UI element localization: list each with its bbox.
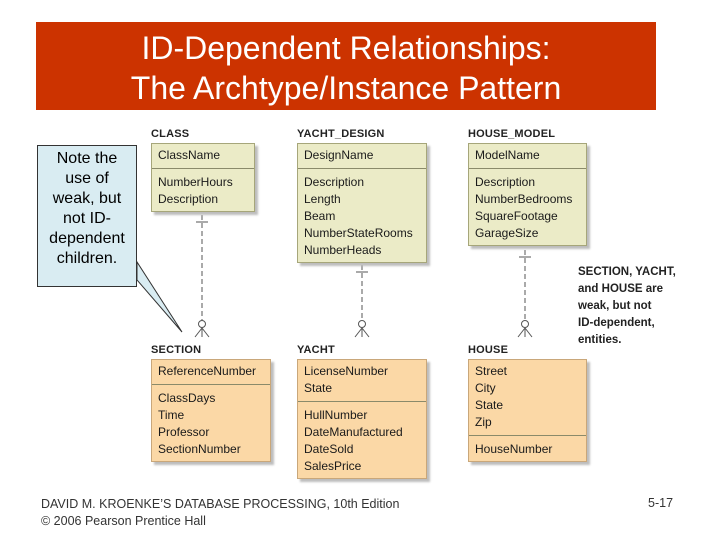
attribute: Description (475, 175, 536, 189)
class-section-relationship (195, 215, 209, 337)
entity-name-class: CLASS (151, 128, 190, 140)
entity-key-section (298, 144, 426, 169)
attribute: ClassDays (158, 391, 216, 405)
attribute: DateSold (304, 442, 354, 456)
note-line: SECTION, YACHT, (578, 266, 676, 278)
attribute: HouseNumber (475, 442, 553, 456)
key-attribute: DesignName (304, 148, 374, 162)
key-attribute: Street (475, 364, 508, 378)
attribute: HullNumber (304, 408, 368, 422)
entity-section (151, 359, 271, 462)
attribute: NumberStateRooms (304, 226, 413, 240)
entity-name-yacht-design: YACHT_DESIGN (297, 128, 385, 140)
entity-key-section (469, 360, 586, 436)
key-attribute: ClassName (158, 148, 221, 162)
title-line-2: The Archtype/Instance Pattern (130, 70, 562, 106)
attribute: SalesPrice (304, 459, 362, 473)
key-attribute: ReferenceNumber (158, 364, 257, 378)
entity-class (151, 143, 255, 212)
entity-attributes (152, 385, 270, 461)
note-line: ID-dependent, (578, 317, 655, 329)
weak-entity-note (578, 264, 698, 349)
note-callout (37, 145, 137, 287)
housemodel-house-relationship (518, 250, 532, 337)
key-attribute: City (475, 381, 496, 395)
attribute: Time (158, 408, 185, 422)
attribute: Length (304, 192, 341, 206)
entity-name-section: SECTION (151, 344, 202, 356)
entity-attributes (298, 402, 426, 478)
title-line-1: ID-Dependent Relationships: (141, 30, 551, 66)
attribute: SquareFootage (475, 209, 558, 223)
entity-attributes (152, 169, 254, 211)
note-line: and HOUSE are (578, 283, 663, 295)
entity-name-house-model: HOUSE_MODEL (468, 128, 556, 140)
entity-house-model (468, 143, 587, 246)
entity-key-section (152, 144, 254, 169)
note-line: entities. (578, 334, 622, 346)
entity-yacht (297, 359, 427, 479)
attribute: Professor (158, 425, 210, 439)
entity-attributes (469, 436, 586, 461)
key-attribute: ModelName (475, 148, 540, 162)
callout-line: not ID- (62, 210, 111, 227)
entity-attributes (298, 169, 426, 262)
attribute: NumberHeads (304, 243, 382, 257)
footer-credits (41, 496, 399, 530)
attribute: Description (304, 175, 365, 189)
callout-line: weak, but (52, 190, 122, 207)
entity-attributes (469, 169, 586, 245)
entity-name-yacht: YACHT (297, 344, 335, 356)
entity-key-section (152, 360, 270, 385)
callout-line: use of (65, 170, 109, 187)
footer-line-2: © 2006 Pearson Prentice Hall (41, 514, 206, 528)
key-attribute: State (475, 398, 504, 412)
callout-line: dependent (49, 230, 125, 247)
yachtdesign-yacht-relationship (355, 265, 369, 337)
note-line: weak, but not (578, 300, 652, 312)
entity-yacht-design (297, 143, 427, 263)
entity-key-section (298, 360, 426, 402)
key-attribute: LicenseNumber (304, 364, 389, 378)
entity-house (468, 359, 587, 462)
callout-line: children. (56, 250, 118, 267)
footer-line-1: DAVID M. KROENKE’S DATABASE PROCESSING, 10th Edition (41, 497, 400, 511)
callout-pointer (137, 262, 182, 332)
attribute: GarageSize (475, 226, 539, 240)
key-attribute: Zip (475, 415, 492, 429)
page-number: 5-17 (648, 496, 674, 510)
attribute: DateManufactured (304, 425, 403, 439)
key-attribute: State (304, 381, 333, 395)
attribute: NumberBedrooms (475, 192, 573, 206)
callout-line: Note the (56, 150, 118, 167)
entity-key-section (469, 144, 586, 169)
attribute: Beam (304, 209, 336, 223)
attribute: NumberHours (158, 175, 233, 189)
attribute: SectionNumber (158, 442, 241, 456)
attribute: Description (158, 192, 219, 206)
entity-name-house: HOUSE (468, 344, 509, 356)
